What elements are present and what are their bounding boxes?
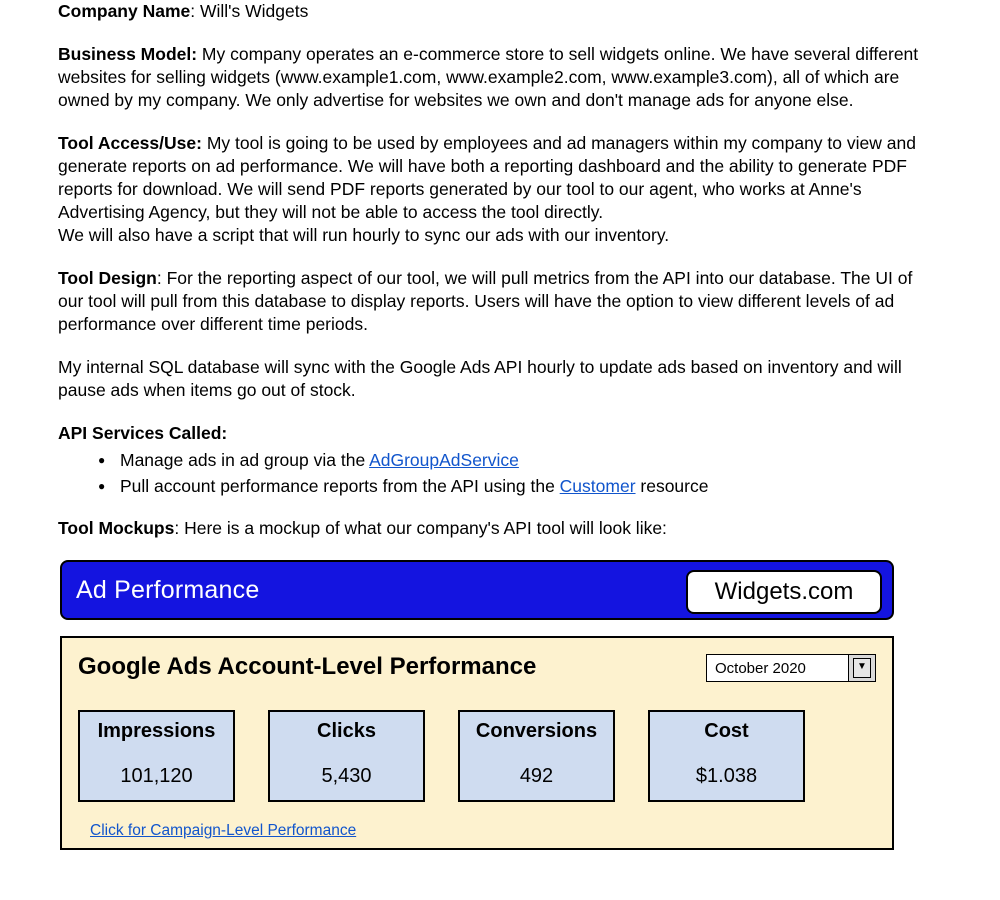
mockup-app-title: Ad Performance: [76, 575, 260, 604]
tool-design-text: : For the reporting aspect of our tool, we will pull metrics from the API into our database. The UI of our tool will pull from this database to display reports. Users will have the option to view different levels of ad performance over different time periods.: [58, 268, 913, 334]
customer-link[interactable]: Customer: [559, 476, 636, 496]
metric-value: $1.038: [695, 765, 758, 787]
tool-access-label: Tool Access/Use:: [58, 133, 202, 153]
bullet-text-pre: Pull account performance reports from the API using the: [120, 476, 560, 496]
api-services-label: API Services Called: [58, 423, 222, 443]
tool-mockups-text: : Here is a mockup of what our company's API tool will look like:: [174, 518, 667, 538]
business-model-label: Business Model:: [58, 44, 198, 64]
list-item: [98, 473, 940, 499]
metric-label: Conversions: [475, 720, 598, 742]
mockup-header-bar: [60, 560, 894, 620]
bullet-text-post: resource: [635, 476, 709, 496]
company-name-label: Company Name: [58, 1, 191, 21]
tool-design-label: Tool Design: [58, 268, 157, 288]
tool-mockup: [58, 560, 940, 850]
metric-label: Clicks: [317, 720, 376, 742]
metric-card-impressions: [78, 710, 235, 802]
company-name-paragraph: [58, 0, 940, 23]
metric-value: 492: [519, 765, 554, 787]
tool-access-text: My tool is going to be used by employees and ad managers within my company to view and generate reports on ad performance. We will have both a reporting dashboard and the ability to generate PDF reports for download. We will send PDF reports generated by our tool to our agent, who works at Anne's Advertising Agency, but they will not be able to access the tool directly.: [58, 133, 916, 222]
period-select[interactable]: [706, 654, 876, 682]
bullet-text-pre: Manage ads in ad group via the: [120, 450, 370, 470]
list-item: [98, 447, 940, 473]
tool-design-paragraph: [58, 267, 940, 336]
site-name-chip[interactable]: Widgets.com: [686, 570, 882, 614]
metric-value: 101,120: [120, 765, 193, 787]
chevron-down-icon[interactable]: [848, 655, 875, 681]
tool-mockups-paragraph: [58, 517, 940, 540]
tool-mockups-label: Tool Mockups: [58, 518, 175, 538]
business-model-text: My company operates an e-commerce store to sell widgets online. We have several different websites for selling widgets (www.example1.com, www.example2.com, www.example3.com), all of which are owned by my company. We only advertise for websites we own and don't manage ads for anyone else.: [58, 44, 919, 110]
performance-panel: [60, 636, 894, 850]
business-model-paragraph: [58, 43, 940, 112]
metric-value: 5,430: [321, 765, 372, 787]
tool-access-paragraph-2: We will also have a script that will run hourly to sync our ads with our inventory.: [58, 225, 670, 245]
metric-card-clicks: [268, 710, 425, 802]
sql-sync-paragraph: My internal SQL database will sync with the Google Ads API hourly to update ads based on inventory and will pause ads when items go out of stock.: [58, 357, 902, 400]
metric-card-conversions: [458, 710, 615, 802]
api-services-heading: [58, 422, 940, 445]
metric-card-cost: [648, 710, 805, 802]
metric-label: Impressions: [97, 720, 216, 742]
adgroupadservice-link[interactable]: AdGroupAdService: [369, 450, 519, 470]
campaign-level-performance-link[interactable]: Click for Campaign-Level Performance: [90, 822, 357, 839]
chevron-down-glyph: ▼: [853, 658, 871, 678]
metric-label: Cost: [704, 720, 749, 742]
tool-access-paragraph: [58, 132, 940, 224]
panel-title: Google Ads Account-Level Performance: [78, 653, 537, 680]
api-services-list: [58, 447, 940, 499]
api-services-colon: :: [221, 423, 228, 443]
period-select-value: October 2020: [715, 659, 806, 677]
metric-cards: [78, 710, 876, 802]
company-name-value: : Will's Widgets: [190, 1, 309, 21]
